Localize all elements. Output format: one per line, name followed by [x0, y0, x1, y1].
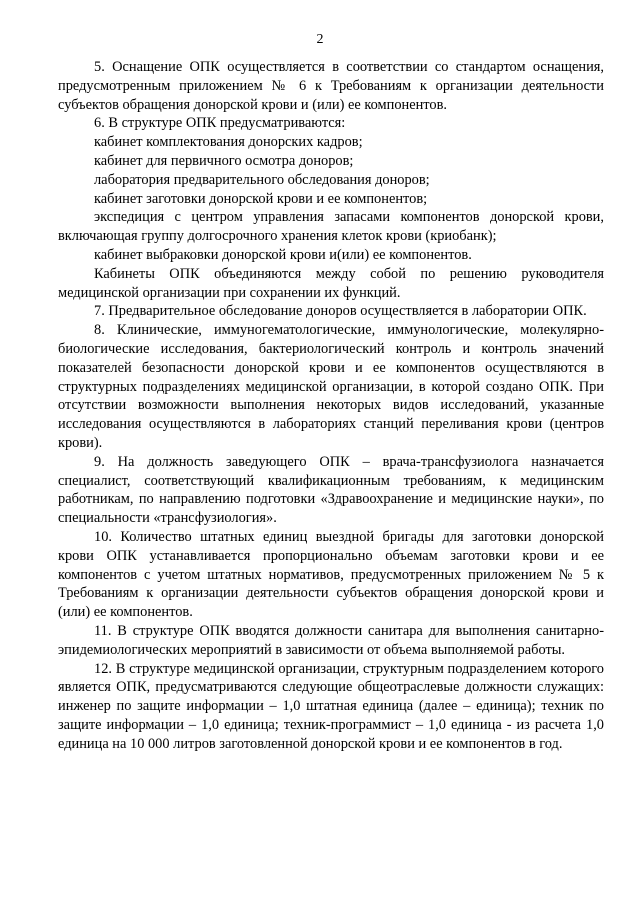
paragraph-11-sanitar: 11. В структуре ОПК вводятся должности санитара для выполнения санитарно-эпидемиологических мероприятий в зависимости от объема выполняемой работы. [58, 622, 604, 658]
paragraph-12-positions: 12. В структуре медицинской организации, структурным подразделением которого является ОПК, предусматриваются следующие общеотраслевые должности служащих: инженер по защите информации – 1,0 штатная единица (далее – единица); техник по защите информации – 1,0 единица; техник-программист – 1,0 единица - из расчета 1,0 единица на 10 000 литров заготовленной донорской крови и ее компонентов в год. [58, 660, 604, 752]
paragraph-8-research: 8. Клинические, иммуногематологические, иммунологические, молекулярно-биологические исследования, бактериологический контроль и контроль значений показателей безопасности донорской крови и ее компонентов осуществляются в структурных подразделениях медицинской организации, в которой создано ОПК. При отсутствии возможности выполнения некоторых видов исследований, указанные исследования осуществляются в лабораториях станций переливания крови (центров крови). [58, 322, 604, 451]
paragraph-cabinets-merge: Кабинеты ОПК объединяются между собой по решению руководителя медицинской организации при сохранении их функций. [58, 265, 604, 301]
list-item: лаборатория предварительного обследования доноров; [94, 171, 430, 188]
list-item: кабинет комплектования донорских кадров; [94, 134, 363, 151]
list-item: кабинет для первичного осмотра доноров; [94, 152, 354, 169]
list-item: кабинет заготовки донорской крови и ее компонентов; [94, 190, 428, 207]
list-item: экспедиция с центром управления запасами компонентов донорской крови, включающая группу долгосрочного хранения клеток крови (криобанк); [58, 209, 604, 245]
document-body [58, 58, 604, 753]
paragraph-5-equipment: 5. Оснащение ОПК осуществляется в соответствии со стандартом оснащения, предусмотренным приложением № 6 к Требованиям к организации деятельности субъектов обращения донорской крови и (или) ее компонентов. [58, 59, 604, 113]
page-number: 2 [316, 32, 324, 47]
paragraph-10-staff: 10. Количество штатных единиц выездной бригады для заготовки донорской крови ОПК устанавливается пропорционально объемам заготовки крови и ее компонентов с учетом штатных нормативов, предусмотренных приложением № 5 к Требованиям к организации деятельности субъектов обращения донорской крови и (или) ее компонентов. [58, 528, 604, 621]
list-item: кабинет выбраковки донорской крови и(или) ее компонентов. [94, 246, 472, 263]
paragraph-7-screening: 7. Предварительное обследование доноров осуществляется в лаборатории ОПК. [94, 303, 587, 320]
paragraph-6-structure: 6. В структуре ОПК предусматриваются: [94, 115, 346, 132]
paragraph-9-head: 9. На должность заведующего ОПК – врача-трансфузиолога назначается специалист, соответствующий квалификационным требованиям, к медицинским работникам, по направлению подготовки «Здравоохранение и медицинские науки», по специальности «трансфузиология». [58, 453, 604, 527]
